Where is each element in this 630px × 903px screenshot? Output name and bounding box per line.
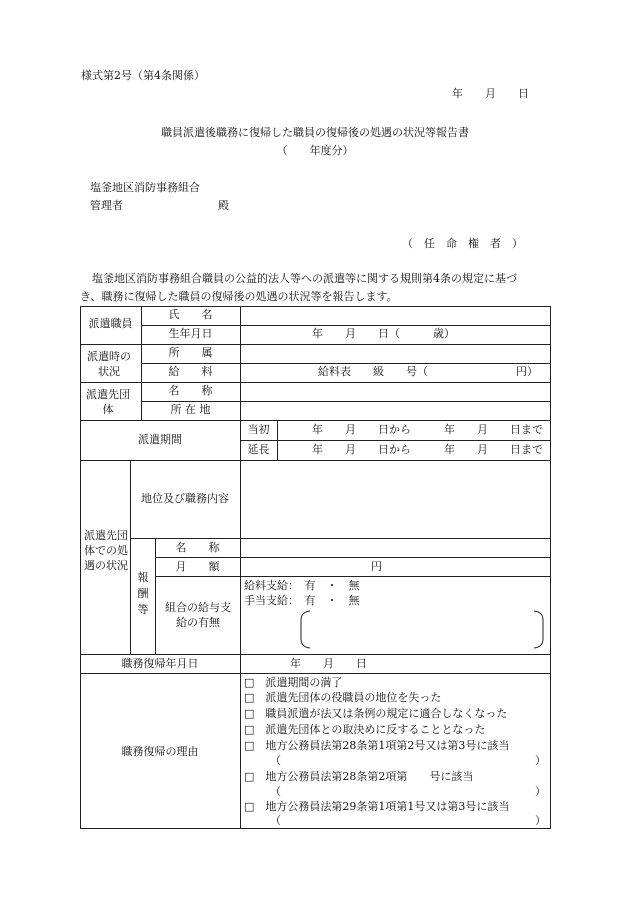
label-status-at-dispatch: 派遣時の状況 bbox=[87, 350, 131, 378]
reason-paren-close: ） bbox=[535, 814, 546, 827]
reason-paren-close: ） bbox=[535, 785, 546, 798]
extension-period-range: 年 月 日から 年 月 日まで bbox=[312, 443, 543, 456]
reason-paren-open: （ bbox=[270, 754, 281, 767]
form-number: 様式第2号（第4条関係） bbox=[81, 69, 205, 82]
remarks-bracket-right bbox=[534, 611, 543, 648]
reason-paren-open: （ bbox=[270, 814, 281, 827]
label-extension: 延長 bbox=[247, 443, 270, 456]
label-initial: 当初 bbox=[247, 423, 270, 436]
reason-item: □ 地方公務員法第29条第1項第1号又は第3号に該当 bbox=[244, 800, 510, 813]
addressee-role: 管理者 bbox=[90, 199, 123, 212]
label-union-pay: 組合の給与支給の有無 bbox=[165, 601, 231, 629]
addressee-honorific: 殿 bbox=[218, 199, 229, 212]
salary-paid-choice: 給料支給： 有 ・ 無 bbox=[244, 579, 360, 592]
allowance-paid-choice: 手当支給： 有 ・ 無 bbox=[244, 594, 360, 607]
label-org-name: 名 称 bbox=[168, 384, 213, 397]
salary-yen: 円） bbox=[516, 365, 538, 378]
label-treatment-status: 派遣先団体での処遇の状況 bbox=[84, 529, 128, 572]
intro-line-1: 塩釜地区消防事務組合職員の公益的法人等への派遣等に関する規則第4条の規定に基づ bbox=[92, 272, 517, 285]
initial-period-range: 年 月 日から 年 月 日まで bbox=[312, 423, 543, 436]
report-date: 年 月 日 bbox=[452, 87, 529, 100]
appointing-authority: （ 任 命 権 者 ） bbox=[402, 237, 523, 250]
label-location: 所 在 地 bbox=[170, 403, 211, 416]
label-affiliation: 所 属 bbox=[168, 346, 213, 359]
label-compensation: 報酬等 bbox=[137, 571, 149, 616]
label-monthly-amount: 月 額 bbox=[175, 560, 220, 573]
label-return-reason: 職務復帰の理由 bbox=[121, 745, 199, 758]
page-title: 職員派遣後職務に復帰した職員の復帰後の処遇の状況等報告書 bbox=[161, 126, 469, 139]
salary-grade-value: 給料表 級 号（ bbox=[318, 365, 428, 378]
label-salary: 給 料 bbox=[168, 365, 213, 378]
label-compensation-name: 名 称 bbox=[175, 541, 220, 554]
reason-item: □ 職員派遣が法又は条例の規定に適合しなくなった bbox=[244, 707, 508, 720]
reason-item: □ 派遣先団体との取決めに反することとなった bbox=[244, 723, 486, 736]
label-name: 氏 名 bbox=[168, 308, 213, 321]
reason-item: □ 地方公務員法第28条第1項第2号又は第3号に該当 bbox=[244, 739, 510, 752]
label-birthdate: 生年月日 bbox=[168, 327, 213, 340]
fiscal-year: （ 年度分） bbox=[276, 144, 354, 157]
remarks-bracket-left bbox=[301, 611, 310, 648]
reason-paren-open: （ bbox=[270, 785, 281, 798]
label-return-date: 職務復帰年月日 bbox=[121, 657, 199, 670]
addressee-org: 塩釜地区消防事務組合 bbox=[90, 181, 200, 194]
label-dispatched-staff: 派遣職員 bbox=[88, 317, 133, 330]
intro-line-2: き、職務に復帰した職員の復帰後の処遇の状況等を報告します。 bbox=[80, 290, 398, 303]
reason-item: □ 派遣先団体の役職員の地位を失った bbox=[244, 691, 442, 704]
birthdate-value: 年 月 日（ 歳） bbox=[312, 327, 455, 340]
return-date-value: 年 月 日 bbox=[290, 657, 367, 670]
label-position-duties: 地位及び職務内容 bbox=[141, 492, 229, 505]
label-destination-org: 派遣先団 体 bbox=[86, 388, 141, 416]
monthly-amount-yen: 円 bbox=[371, 560, 382, 573]
reason-item: □ 地方公務員法第28条第2項第 号に該当 bbox=[244, 770, 474, 783]
reason-item: □ 派遣期間の満了 bbox=[244, 676, 343, 689]
label-dispatch-period: 派遣期間 bbox=[138, 433, 182, 446]
reason-paren-close: ） bbox=[535, 754, 546, 767]
